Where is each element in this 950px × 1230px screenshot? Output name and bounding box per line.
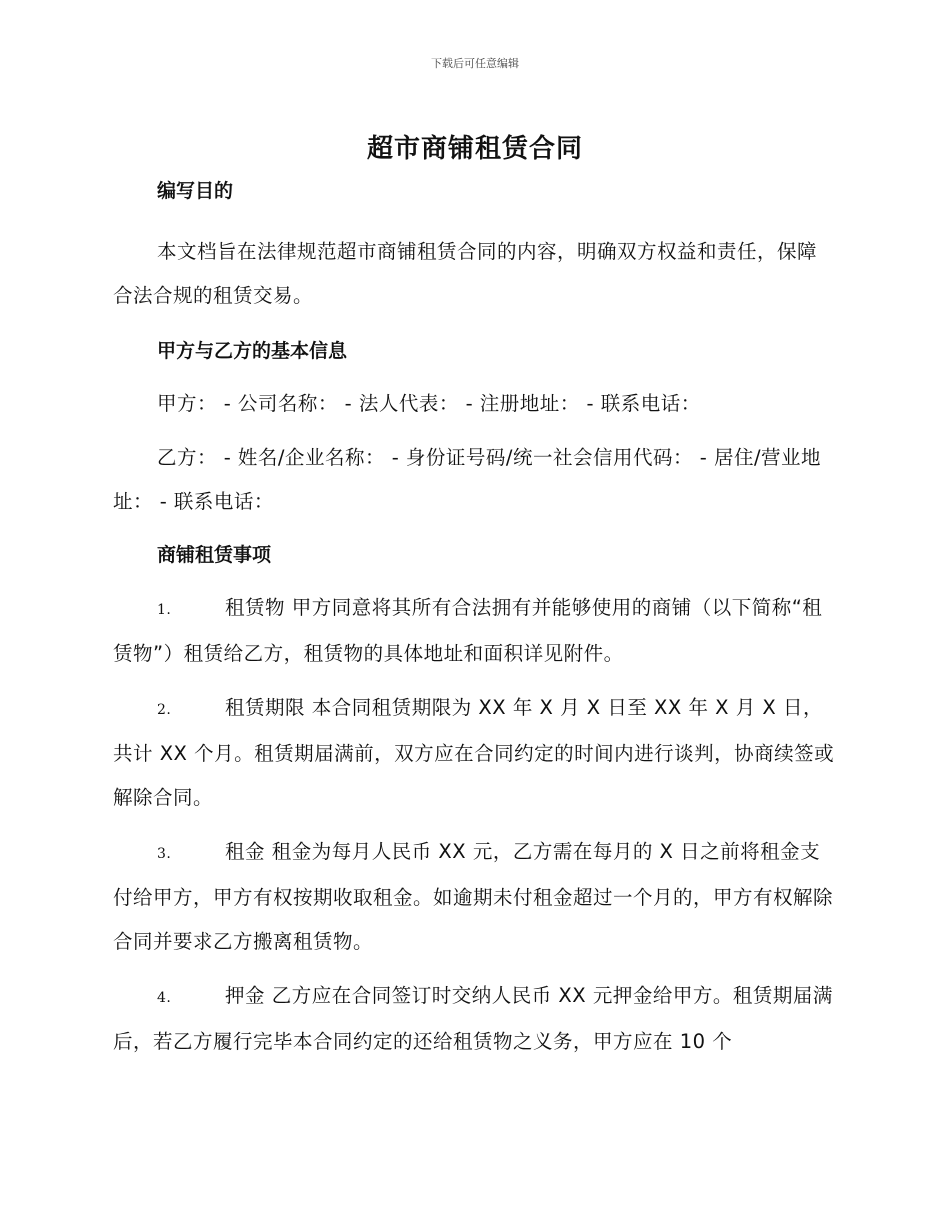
lease-item — [113, 586, 835, 676]
party-a-info: 甲方： - 公司名称： - 法人代表： - 注册地址： - 联系电话： — [157, 392, 701, 415]
lease-item — [113, 686, 835, 820]
item-text: 押金 乙方应在合同签订时交纳人民币 XX 元押金给甲方。租赁期届满后，若乙方履行完毕本合同约定的还给租赁物之义务，甲方应在 10 个 — [113, 984, 833, 1053]
party-b-info: 乙方： - 姓名/企业名称： - 身份证号码/统一社会信用代码： - 居住/营业地址： - 联系电话： — [113, 446, 822, 513]
item-number: 2. — [157, 702, 172, 718]
lease-item — [113, 974, 835, 1064]
purpose-paragraph: 本文档旨在法律规范超市商铺租赁合同的内容，明确双方权益和责任，保障合法合规的租赁交易。 — [113, 240, 818, 307]
item-text: 租金 租金为每月人民币 XX 元，乙方需在每月的 X 日之前将租金支付给甲方，甲方有权按期收取租金。如逾期未付租金超过一个月的，甲方有权解除合同并要求乙方搬离租赁物。 — [113, 840, 834, 953]
item-text: 租赁物 甲方同意将其所有合法拥有并能够使用的商铺（以下简称“租赁物”）租赁给乙方，租赁物的具体地址和面积详见附件。 — [113, 596, 823, 665]
section-heading-parties: 甲方与乙方的基本信息 — [157, 340, 348, 362]
section-heading-purpose: 编写目的 — [157, 180, 234, 202]
item-text: 租赁期限 本合同租赁期限为 XX 年 X 月 X 日至 XX 年 X 月 X 日，共计 XX 个月。租赁期届满前，双方应在合同约定的时间内进行谈判，协商续签或解除合同。 — [113, 696, 835, 809]
section-heading-lease: 商铺租赁事项 — [157, 544, 272, 566]
item-number: 1. — [157, 602, 172, 618]
document-title: 超市商铺租赁合同 — [366, 134, 583, 164]
item-number: 3. — [157, 846, 172, 862]
document-body — [113, 178, 835, 1064]
page-header: 下载后可任意编辑 — [431, 57, 519, 70]
lease-item — [113, 830, 835, 964]
item-number: 4. — [157, 990, 172, 1006]
